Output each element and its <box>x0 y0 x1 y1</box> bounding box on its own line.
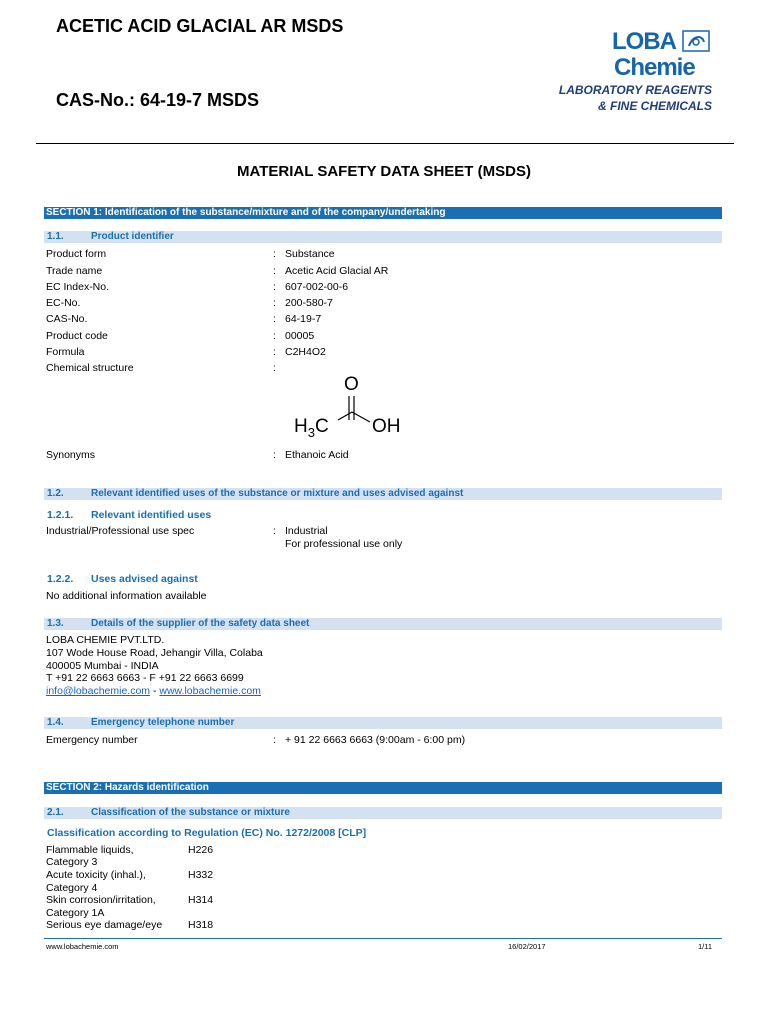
row-colon: : <box>273 248 276 260</box>
hazard-class-category: Category 3 <box>46 856 98 868</box>
hazard-class-label: Flammable liquids, <box>46 844 134 856</box>
row-label-formula: Formula <box>46 346 85 358</box>
row-value-product-code: 00005 <box>285 330 315 342</box>
cas-title: CAS-No.: 64-19-7 MSDS <box>56 90 260 110</box>
subsection-1-3-bar <box>44 618 722 630</box>
uses-advised-against-text: No additional information available <box>46 590 207 602</box>
row-value-use-spec: Industrial <box>285 525 328 537</box>
row-value-emergency: + 91 22 6663 6663 (9:00am - 6:00 pm) <box>285 734 466 746</box>
subsection-title: Emergency telephone number <box>91 717 235 728</box>
row-value-product-form: Substance <box>285 248 335 260</box>
subsection-1-1-bar <box>44 231 722 243</box>
header-divider <box>36 143 734 144</box>
row-label-ec-no: EC-No. <box>46 297 81 309</box>
subsection-2-1-bar <box>44 807 722 819</box>
link-separator: - <box>150 685 160 697</box>
subsection-title: Relevant identified uses <box>91 509 212 521</box>
subsection-number: 1.2. <box>47 488 64 499</box>
row-label-trade-name: Trade name <box>46 265 103 277</box>
hazard-code: H318 <box>188 919 214 931</box>
row-colon: : <box>273 449 276 461</box>
row-value-formula: C2H4O2 <box>285 346 326 358</box>
hazard-class-label: Skin corrosion/irritation, <box>46 894 156 906</box>
row-value-cas-no: 64-19-7 <box>285 313 322 325</box>
supplier-address-1: 107 Wode House Road, Jehangir Villa, Colaba <box>46 647 263 659</box>
supplier-phone: T +91 22 6663 6663 - F +91 22 6663 6699 <box>46 672 244 684</box>
logo-text-loba: LOBA <box>612 28 676 55</box>
supplier-name: LOBA CHEMIE PVT.LTD. <box>46 634 165 646</box>
row-label-emergency: Emergency number <box>46 734 138 746</box>
row-colon: : <box>273 525 276 537</box>
subsection-1-2-bar <box>44 488 722 500</box>
hazard-code: H332 <box>188 869 214 881</box>
row-colon: : <box>273 330 276 342</box>
subsection-1-4-bar <box>44 717 722 729</box>
row-label-ec-index: EC Index-No. <box>46 281 110 293</box>
row-label-cas-no: CAS-No. <box>46 313 88 325</box>
hazard-class-category: Category 1A <box>46 907 105 919</box>
footer-divider <box>44 938 722 939</box>
logo-text-chemie: Chemie <box>614 54 695 81</box>
row-colon: : <box>273 362 276 374</box>
hazard-class-label: Acute toxicity (inhal.), <box>46 869 146 881</box>
subsection-title: Details of the supplier of the safety data sheet <box>91 618 310 629</box>
subsection-number: 1.3. <box>47 618 64 629</box>
footer-website: www.lobachemie.com <box>46 942 119 951</box>
chemical-structure-diagram <box>290 368 420 440</box>
structure-c: C <box>314 416 329 437</box>
footer-page-number: 1/11 <box>698 942 713 951</box>
hazard-class-label: Serious eye damage/eye <box>46 919 163 931</box>
svg-text:H3C <box>294 416 329 440</box>
supplier-address-2: 400005 Mumbai - INDIA <box>46 660 159 672</box>
row-colon: : <box>273 346 276 358</box>
row-colon: : <box>273 265 276 277</box>
subsection-title: Relevant identified uses of the substance or mixture and uses advised against <box>91 488 464 499</box>
row-value-synonyms: Ethanoic Acid <box>285 449 349 461</box>
tagline-line-2: & FINE CHEMICALS <box>598 99 712 113</box>
subsection-title: Classification of the substance or mixture <box>91 807 290 818</box>
hazard-code: H226 <box>188 844 214 856</box>
row-value-ec-no: 200-580-7 <box>285 297 333 309</box>
tagline <box>559 82 712 114</box>
row-colon: : <box>273 297 276 309</box>
clp-heading: Classification according to Regulation (EC) No. 1272/2008 [CLP] <box>47 827 367 839</box>
row-label-product-form: Product form <box>46 248 107 260</box>
section-2-bar: SECTION 2: Hazards identification <box>44 782 722 794</box>
row-label-synonyms: Synonyms <box>46 449 96 461</box>
footer-date: 16/02/2017 <box>508 942 546 951</box>
subsection-title: Product identifier <box>91 231 174 242</box>
subsection-number: 1.4. <box>47 717 64 728</box>
row-label-product-code: Product code <box>46 330 108 342</box>
msds-heading: MATERIAL SAFETY DATA SHEET (MSDS) <box>237 163 531 180</box>
structure-subscript: 3 <box>307 425 315 440</box>
tagline-line-1: LABORATORY REAGENTS <box>558 83 712 97</box>
document-title: ACETIC ACID GLACIAL AR MSDS <box>56 16 344 36</box>
supplier-email-link[interactable]: info@lobachemie.com <box>46 685 151 697</box>
section-1-bar: SECTION 1: Identification of the substance/mixture and of the company/undertaking <box>44 207 722 219</box>
row-colon: : <box>273 313 276 325</box>
company-logo <box>612 30 716 84</box>
subsection-title: Uses advised against <box>91 573 198 585</box>
row-colon: : <box>273 281 276 293</box>
row-value-use-spec-2: For professional use only <box>285 538 403 550</box>
hazard-code: H314 <box>188 894 214 906</box>
hazard-class-category: Category 4 <box>46 882 98 894</box>
row-label-use-spec: Industrial/Professional use spec <box>46 525 195 537</box>
row-colon: : <box>273 734 276 746</box>
row-value-ec-index: 607-002-00-6 <box>285 281 349 293</box>
structure-oxygen: O <box>344 374 359 395</box>
subsection-number: 2.1. <box>47 807 64 818</box>
row-value-trade-name: Acetic Acid Glacial AR <box>285 265 389 277</box>
subsection-number: 1.1. <box>47 231 64 242</box>
row-label-chemical-structure: Chemical structure <box>46 362 134 374</box>
structure-h: H <box>294 416 308 437</box>
subsection-number: 1.2.1. <box>47 509 74 521</box>
supplier-website-link[interactable]: www.lobachemie.com <box>159 685 261 697</box>
logo-mark-icon <box>682 30 710 52</box>
structure-hydroxyl: OH <box>372 416 401 437</box>
supplier-contact-links <box>46 685 261 697</box>
subsection-number: 1.2.2. <box>47 573 74 585</box>
